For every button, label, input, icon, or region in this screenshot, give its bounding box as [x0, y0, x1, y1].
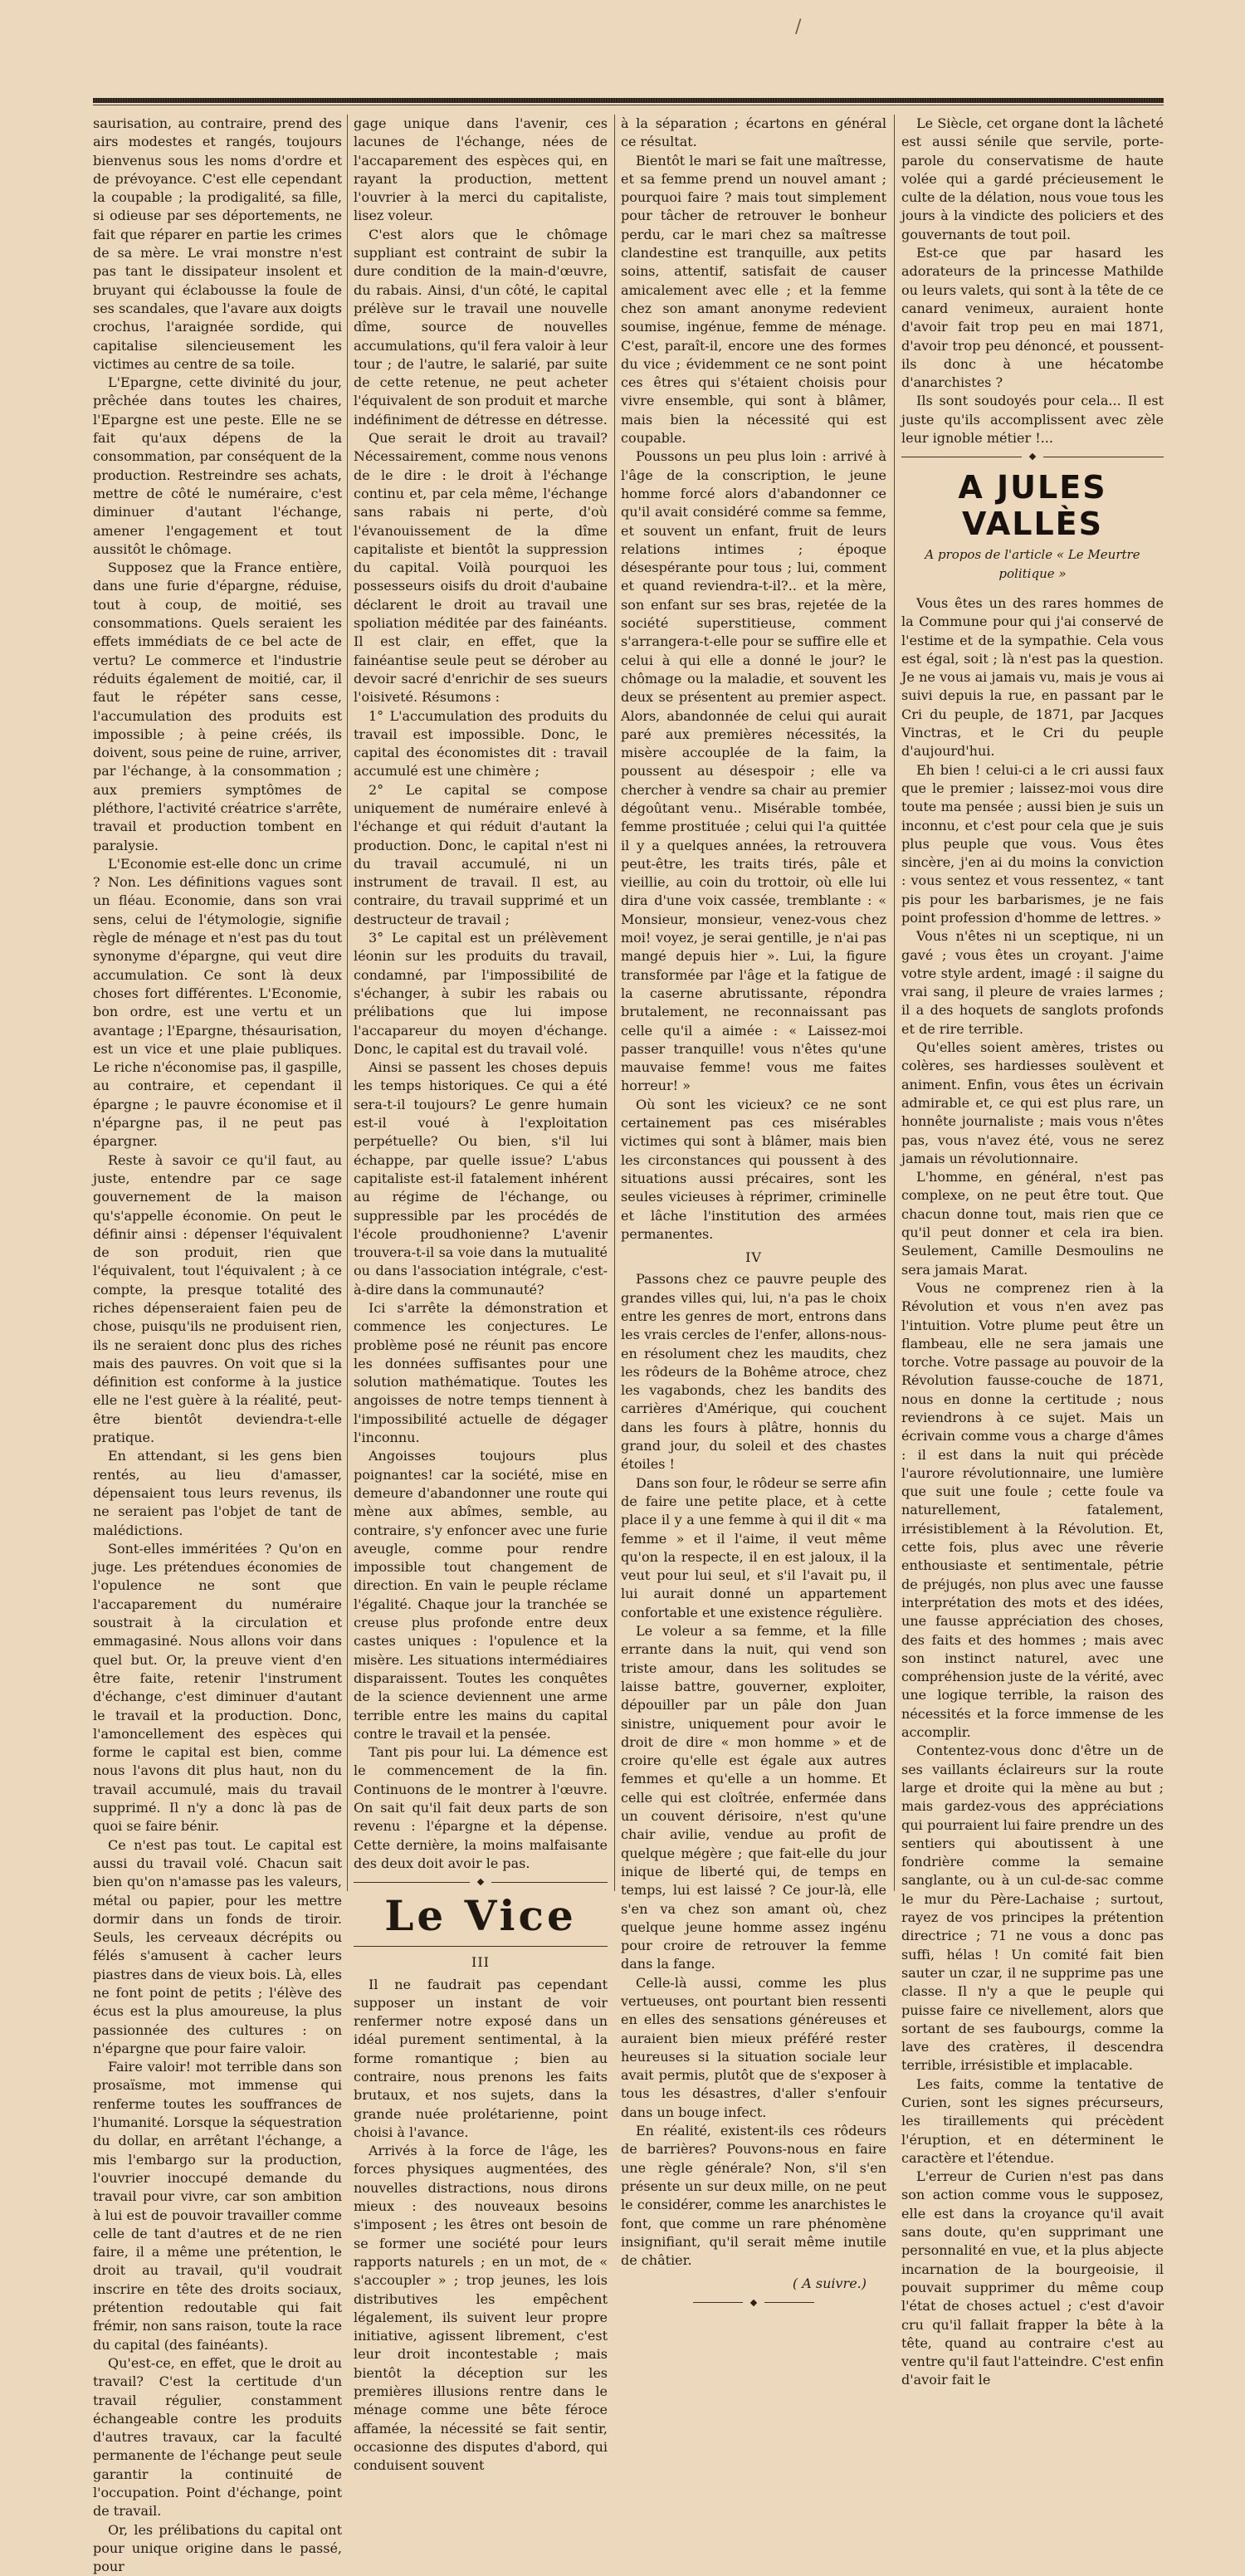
column-4: [901, 115, 1164, 2388]
paragraph: gage unique dans l'avenir, ces lacunes de l'échange, nées de l'accaparement des espèces qui, en rayant la production, mettent l'ouvrier à la merci du capitaliste, lisez voleur.: [354, 115, 608, 224]
paragraph: Ici s'arrête la démonstration et commence les conjectures. Le problème posé ne réunit pas encore les données suffisantes pour une solution mathématique. Toutes les angoisses de notre temps tiennent à l'impossibilité actuelle de dégager l'inconnu.: [354, 1300, 608, 1446]
ornament-divider: [901, 454, 1164, 459]
paragraph: Qu'est-ce, en effet, que le droit au travail? C'est la certitude d'un travail régulier, constamment échangeable contre les produits d'autres travaux, car la faculté permanente de l'échange peut seule garantir la continuité de l'occupation. Point d'échange, point de travail.: [93, 2354, 342, 2520]
paragraph: L'homme, en général, n'est pas complexe, on ne peut être tout. Que chacun donne tout, mais rien que ce qu'il peut donner et cela ira bien. Seulement, Camille Desmoulins ne sera jamais Marat.: [901, 1169, 1164, 1278]
paragraph: Vous ne comprenez rien à la Révolution et vous n'en avez pas l'intuition. Votre plume peut être un flambeau, elle ne sera jamais une torche. Votre passage au pouvoir de la Révolution fausse-couche de 1871, nous en donne la certitude ; nous reviendrons à ce sujet. Mais un écrivain comme vous a charge d'âmes : il est dans la nuit qui précède l'aurore révolutionnaire, une lumière que suit une foule ; cette foule va naturellement, fatalement, irrésistiblement à la Révolution. Et, cette fois, plus avec une rêverie enthousiaste et sentimentale, pétrie de préjugés, non plus avec une fausse interprétation des mots et des idées, une fausse appréciation des choses, des faits et des hommes ; mais avec son instinct naturel, avec une compréhension juste de la vérité, avec une logique terrible, la raison des nécessités et la force immense de les accomplir.: [901, 1279, 1164, 1741]
column-1: [93, 115, 342, 2575]
column-separator: [894, 115, 895, 1891]
paragraph: Eh bien ! celui-ci a le cri aussi faux que le premier ; laissez-moi vous dire toute ma pensée ; aussi bien je suis un inconnu, et c'est pour cela que je suis plus peuple que vous. Vous êtes sincère, j'en ai du moins la conviction : vous sentez et vous ressentez, « tant pis pour les barbarismes, je ne fais point profession d'homme de lettres. »: [901, 761, 1164, 926]
paragraph: Supposez que la France entière, dans une furie d'épargne, réduise, tout à coup, de moitié, ses consommations. Quels seraient les effets immédiats de ce bel acte de vertu? Le commerce et l'industrie réduits également de moitié, car, il faut le répéter sans cesse, l'accumulation des produits est impossible ; à peine créés, ils doivent, sous peine de ruine, arriver, par l'échange, à la consommation ; aux premiers symptômes de pléthore, l'activité créatrice s'arrête, travail et production tombent en paralysie.: [93, 560, 342, 853]
paragraph: Le Siècle, cet organe dont la lâcheté est aussi sénile que servile, porte-parole du conservatisme de haute volée qui a gardé précieusement le culte de la délation, nous voue tous les jours à la vindicte des policiers et des gouvernants de tout poil.: [901, 115, 1164, 242]
paragraph: Vous n'êtes ni un sceptique, ni un gavé ; vous êtes un croyant. J'aime votre style ardent, imagé : il saigne du vrai sang, il pleure de vraies larmes ; il a des hoquets de sanglots profonds et de rire terrible.: [901, 928, 1164, 1037]
paragraph: 3° Le capital est un prélèvement léonin sur les produits du travail, condamné, par l'impossibilité de s'échanger, à subir les rabais ou prélibations que lui impose l'accapareur du moyen d'échange. Donc, le capital est du travail volé.: [354, 930, 608, 1057]
paragraph: L'erreur de Curien n'est pas dans son action comme vous le supposez, elle est dans la croyance qu'il avait sans doute, qu'en supprimant une personnalité en vue, et la plus abjecte incarnation de la bourgeoisie, il pouvait supprimer du même coup l'état de choses actuel ; c'est d'avoir cru qu'il fallait frapper la bête à la tête, quand au contraire c'est au ventre qu'il faut l'atteindre. C'est enfin d'avoir fait le: [901, 2168, 1164, 2388]
section-title-le-vice: Le Vice: [384, 1891, 577, 1941]
section-number: III: [471, 1954, 490, 1971]
paragraph: Les faits, comme la tentative de Curien, sont les signes précurseurs, les tiraillements qui précèdent l'éruption, et en déterminent le caractère et l'étendue.: [901, 2075, 1164, 2166]
paragraph: Que serait le droit au travail? Nécessairement, comme nous venons de le dire : le droit à l'échange continu et, par cela même, l'échange sans rabais ni perte, d'où l'évanouissement de la dîme capitaliste et bientôt la suppression du capital. Voilà pourquoi les possesseurs oisifs du droit d'aubaine déclarent le droit au travail une spoliation méditée par des fainéants. Il est clair, en effet, que la fainéantise seule peut se dérober au devoir sacré d'enrichir de ses sueurs l'oisiveté. Résumons :: [354, 430, 608, 706]
paragraph: Or, les prélibations du capital ont pour unique origine dans le passé, pour: [93, 2521, 342, 2575]
paragraph: Est-ce que par hasard les adorateurs de la princesse Mathilde ou leurs valets, qui sont à la tête de ce canard venimeux, auraient honte d'avoir fait trop peu en mai 1871, d'avoir trop peu dénoncé, et poussent-ils donc à une hécatombe d'anarchistes ?: [901, 245, 1164, 391]
paragraph: Contentez-vous donc d'être un de ses vaillants éclaireurs sur la route large et droite qui la mène au but ; mais gardez-vous des appréciations qui pourraient lui faire prendre un des sentiers qui aboutissent à une fondrière comme la semaine sanglante, ou à un cul-de-sac comme le mur du Père-Lachaise ; surtout, rayez de vos principes la prétention directrice ; 71 ne vous a donc pas suffi, hélas ! Un comité fait bien sauter un czar, il ne supprime pas une classe. Il n'y a que le peuple qui puisse faire ce nivellement, alors que sortant de ses faubourgs, comme la lave des cratères, il descendra terrible, irrésistible et implacable.: [901, 1743, 1164, 2074]
paragraph: En attendant, si les gens bien rentés, au lieu d'amasser, dépensaient tous leurs revenus, ils ne seraient pas l'objet de tant de malédictions.: [93, 1448, 342, 1538]
column-2: [354, 115, 608, 2474]
ornament-divider: [354, 1946, 608, 1947]
paragraph: Ils sont soudoyés pour cela... Il est juste qu'ils accomplissent avec zèle leur ignoble métier !...: [901, 393, 1164, 447]
paragraph: Sont-elles imméritées ? Qu'on en juge. Les prétendues économies de l'opulence ne sont que l'accaparement du numéraire soustrait à la circulation et emmagasiné. Nous allons voir dans quel but. Or, la preuve vient d'en être faite, retenir l'instrument d'échange, c'est diminuer d'autant le travail et la production. Donc, l'amoncellement des espèces qui forme le capital est bien, comme nous l'avons dit plus haut, non du travail accumulé, mais du travail supprimé. Il n'y a donc là pas de quoi se faire bénir.: [93, 1540, 342, 1835]
paragraph: Où sont les vicieux? ce ne sont certainement pas ces misérables victimes qui sont à blâmer, mais bien les circonstances qui poussent à des situations aussi précaires, sont les seules vicieuses à réprimer, criminelle et lâche l'institution des armées permanentes.: [621, 1096, 886, 1242]
paragraph: Arrivés à la force de l'âge, les forces physiques augmentées, des nouvelles distractions, nous dirons mieux : des nouveaux besoins s'imposent ; les êtres ont besoin de se former une société pour leurs rapports naturels ; en un mot, de « s'accoupler » ; trop jeunes, les lois distributives les empêchent légalement, ils suivent leur propre initiative, agissent librement, c'est leur droit incontestable ; mais bientôt la déception sur les premières illusions rentre dans le ménage comme une bête féroce affamée, la nécessité se fait sentir, occasionne des disputes d'abord, qui conduisent souvent: [354, 2143, 608, 2474]
column-3: [621, 115, 886, 2292]
paragraph: 1° L'accumulation des produits du travail est impossible. Donc, le capital des économistes dit : travail accumulé est une chimère ;: [354, 707, 608, 780]
article-title-a-jules-valles: A JULES VALLÈS: [958, 469, 1107, 543]
paragraph: L'Epargne, cette divinité du jour, prêchée dans toutes les chaires, l'Epargne est une peste. Elle ne se fait qu'aux dépens de la consommation, par conséquent de la production. Restreindre ses achats, mettre de côté le numéraire, c'est diminuer d'autant l'échange, amener l'engagement et tout aussitôt le chômage.: [93, 374, 342, 557]
section-number: IV: [745, 1249, 762, 1266]
top-double-rule: [93, 98, 1164, 103]
paragraph: à la séparation ; écartons en général ce résultat.: [621, 115, 886, 150]
paragraph: Vous êtes un des rares hommes de la Commune pour qui j'ai conservé de l'estime et de la sympathie. Cela vous est égal, soit ; là n'est pas la question. Je ne vous ai jamais vu, mais je vous ai suivi depuis la rue, en passant par le Cri du peuple, de 1871, par Jacques Vinctras, et le Cri du peuple d'aujourd'hui.: [901, 594, 1164, 760]
article-subtitle: A propos de l'article « Le Meurtre politique »: [925, 547, 1140, 581]
paragraph: En réalité, existent-ils ces rôdeurs de barrières? Pouvons-nous en faire une règle générale? Non, s'il s'en présente un sur deux mille, on ne peut le considérer, comme les anarchistes le font, que comme un rare phénomène insignifiant, qu'il serait même inutile de châtier.: [621, 2123, 886, 2269]
paragraph: Le voleur a sa femme, et la fille errante dans la nuit, qui vend son triste amour, dans les solitudes se laisse battre, gouverner, exploiter, dépouiller par un pâle don Juan sinistre, uniquement pour avoir le droit de dire « mon homme » et de croire qu'elle est égale aux autres femmes et qu'elle a un homme. Et celle qui est cloîtrée, enfermée dans un couvent dérisoire, n'est qu'une chair avilie, vendue au profit de quelque mégère ; que fait-elle du jour inique de liberté qui, de temps en temps, lui est laissé ? Ce jour-là, elle s'en va chez son amant où, chez quelque jeune homme assez ingénu pour croire de retrouver la femme dans la fange.: [621, 1623, 886, 1972]
column-separator: [614, 115, 615, 1891]
to-be-continued: ( A suivre.): [792, 2275, 867, 2292]
paragraph: Passons chez ce pauvre peuple des grandes villes qui, lui, n'a pas le choix entre les genres de mort, entrons dans les vrais cercles de l'enfer, allons-nous-en résolument chez les maudits, chez les rôdeurs de la Bohême atroce, chez les vagabonds, chez les bandits des carrières d'Amérique, qui couchent dans les fours à plâtre, honnis du grand jour, du soleil et des chastes étoiles !: [621, 1271, 886, 1473]
paragraph: Bientôt le mari se fait une maîtresse, et sa femme prend un nouvel amant ; pourquoi faire ? mais tout simplement pour tâcher de retrouver le bonheur perdu, car le mari chez sa maîtresse clandestine est tranquille, aux petits soins, attentif, satisfait de causer amicalement avec elle ; et la femme chez son amant anonyme redevient soumise, ingénue, femme de ménage. C'est, paraît-il, encore une des formes du vice ; évidemment ce ne sont point ces êtres qui s'étaient choisis pour vivre ensemble, qui sont à blâmer, mais bien la nécessité qui est coupable.: [621, 152, 886, 447]
paragraph: Celle-là aussi, comme les plus vertueuses, ont pourtant bien ressenti en elles des sensations généreuses et auraient bien mieux préféré rester heureuses si la situation sociale leur avait permis, plutôt que de s'exposer à tous les désastres, d'aller s'enfouir dans un bouge infect.: [621, 1974, 886, 2120]
paragraph: L'Economie est-elle donc un crime ? Non. Les définitions vagues sont un fléau. Economie, dans son vrai sens, celui de l'étymologie, signifie règle de ménage et n'est pas du tout synonyme d'épargne, qui veut dire accumulation. Ce sont là deux choses fort différentes. L'Economie, bon ordre, est une vertu et un avantage ; l'Epargne, thésaurisation, est un vice et une plaie publiques. Le riche n'économise pas, il gaspille, au contraire, et cependant il épargne ; le pauvre économise et il n'épargne pas, il ne peut pas épargner.: [93, 855, 342, 1150]
top-mark: /: [795, 17, 802, 37]
ornament-divider: [621, 2300, 886, 2305]
paragraph: 2° Le capital se compose uniquement de numéraire enlevé à l'échange et qui réduit d'autant la production. Donc, le capital n'est ni du travail accumulé, ni un instrument de travail. Il est, au contraire, du travail supprimé et un destructeur de travail ;: [354, 781, 608, 927]
paragraph: Ainsi se passent les choses depuis les temps historiques. Ce qui a été sera-t-il toujours? Le genre humain est-il voué à l'exploitation perpétuelle? Ou bien, s'il lui échappe, par quelle issue? L'abus capitaliste est-il fatalement inhérent au régime de l'échange, ou suppressible par les procédés de l'école proudhonienne? L'avenir trouvera-t-il sa voie dans la mutualité ou dans l'association intégrale, c'est-à-dire dans la communauté?: [354, 1059, 608, 1298]
paragraph: Poussons un peu plus loin : arrivé à l'âge de la conscription, le jeune homme forcé alors d'abandonner ce qu'il avait considéré comme sa femme, et souvent un enfant, fruit de leurs relations intimes ; époque désespérante pour tous ; lui, comment et quand reviendra-t-il?.. et la mère, son enfant sur ses bras, rejetée de la société superstitieuse, comment s'arrangera-t-elle pour se suffire elle et celui à qui elle a donné le jour? le chômage ou la maladie, et souvent les deux se présentent au premier aspect. Alors, abandonnée de celui qui aurait paré aux premières nécessités, la misère accouplée de la faim, la poussent au désespoir ; elle va chercher à vendre sa chair au premier dégoûtant venu.. Misérable tombée, femme prostituée ; celui qui l'a quittée il y a quelques années, la retrouvera peut-être, les traits tirés, pâle et vieillie, au coin du trottoir, où elle lui dira d'une voix cassée, tremblante : « Monsieur, monsieur, venez-vous chez moi! voyez, je serai gentille, je n'ai pas mangé depuis hier ». Lui, la figure transformée par l'âge et la fatigue de la caserne abrutissante, répondra brutalement, ne reconnaissant pas celle qu'il a aimée : « Laissez-moi passer tranquille! vous n'êtes qu'une mauvaise femme! vous me faites horreur! »: [621, 448, 886, 1094]
paragraph: Reste à savoir ce qu'il faut, au juste, entendre par ce sage gouvernement de la maison qu's'appelle économie. On peut le définir ainsi : dépenser l'équivalent de son produit, rien que l'équivalent, tout l'équivalent ; à ce compte, la presque totalité des riches dépenseraient faien peu de chose, puisqu'ils ne produisent rien, ils ne seraient donc plus des riches mais des pauvres. On voit que si la définition est conforme à la justice elle ne l'est guère à la réalité, peut-être bientôt deviendra-t-elle pratique.: [93, 1151, 342, 1446]
column-separator: [347, 115, 348, 1891]
paragraph: saurisation, au contraire, prend des airs modestes et rangés, toujours bienvenus sous les noms d'ordre et de prévoyance. C'est elle cependant la coupable ; la prodigalité, sa fille, si odieuse par ses déportements, ne fait que réparer en partie les crimes de sa mère. Le vrai monstre n'est pas tant le dissipateur insolent et bruyant qui éclabousse la foule de ses scandales, que l'avare aux doigts crochus, l'araignée sordide, qui capitalise silencieusement les victimes au centre de sa toile.: [93, 115, 342, 372]
paragraph: Il ne faudrait pas cependant supposer un instant de voir renfermer notre exposé dans un idéal purement sentimental, à la forme romantique ; bien au contraire, nous prenons les faits brutaux, et nos sujets, dans la grande nuée prolétarienne, point choisi à l'avance.: [354, 1976, 608, 2140]
paragraph: Qu'elles soient amères, tristes ou colères, ses hardiesses soulèvent et animent. Enfin, vous êtes un écrivain admirable et, ce qui est plus rare, un honnête journaliste ; mais vous n'êtes pas, vous n'avez été, vous ne serez jamais un révolutionnaire.: [901, 1039, 1164, 1166]
paragraph: Tant pis pour lui. La démence est le commencement de la fin. Continuons de le montrer à l'œuvre. On sait qu'il fait deux parts de son revenu : l'épargne et la dépense. Cette dernière, la moins malfaisante des deux doit avoir le pas.: [354, 1744, 608, 1871]
paragraph: Faire valoir! mot terrible dans son prosaïsme, mot immense qui renferme toutes les souffrances de l'humanité. Lorsque la séquestration du dollar, en arrêtant l'échange, a mis l'embargo sur la production, l'ouvrier inoccupé demande du travail pour vivre, car son ambition à lui est de pouvoir travailler comme celle de tant d'autres et de ne rien faire, il a même une prétention, le droit au travail, qu'il voudrait inscrire en tête des droits sociaux, prétention redoutable qui fait frémir, non sans raison, toute la race du capital (des fainéants).: [93, 2059, 342, 2353]
paragraph: Angoisses toujours plus poignantes! car la société, mise en demeure d'abandonner une route qui mène aux abîmes, semble, au contraire, s'y enfoncer avec une furie aveugle, comme pour rendre impossible tout changement de direction. En vain le peuple réclame l'égalité. Chaque jour la tranchée se creuse plus profonde entre deux castes uniques : l'opulence et la misère. Les situations intermédiaires disparaissent. Toutes les conquêtes de la science deviennent une arme terrible entre les mains du capital contre le travail et la pensée.: [354, 1448, 608, 1742]
ornament-divider: [354, 1879, 608, 1884]
paragraph: C'est alors que le chômage suppliant est contraint de subir la dure condition de la main-d'œuvre, du rabais. Ainsi, d'un côté, le capital prélève sur le travail une nouvelle dîme, source de nouvelles accumulations, qu'il fera valoir à leur tour ; de l'autre, le salarié, par suite de cette retenue, ne peut acheter l'équivalent de son produit et marche indéfiniment de détresse en détresse.: [354, 226, 608, 428]
paragraph: Dans son four, le rôdeur se serre afin de faire une petite place, et à cette place il y a une femme à qui il dit « ma femme » et il l'aime, il veut même qu'on la respecte, il en est jaloux, il la veut pour lui seul, et s'il l'avait pu, il lui aurait donné un appartement confortable et une existence régulière.: [621, 1474, 886, 1620]
paragraph: Ce n'est pas tout. Le capital est aussi du travail volé. Chacun sait bien qu'on n'amasse pas les valeurs, métal ou papier, pour les mettre dormir dans un fonds de tiroir. Seuls, les cerveaux décrépits ou félés s'amusent à cacher leurs piastres dans de vieux bois. Là, elles ne font point de petits ; l'élève des écus est la plus amoureuse, la plus passionnée des cultures : on n'épargne que pour faire valoir.: [93, 1836, 342, 2056]
